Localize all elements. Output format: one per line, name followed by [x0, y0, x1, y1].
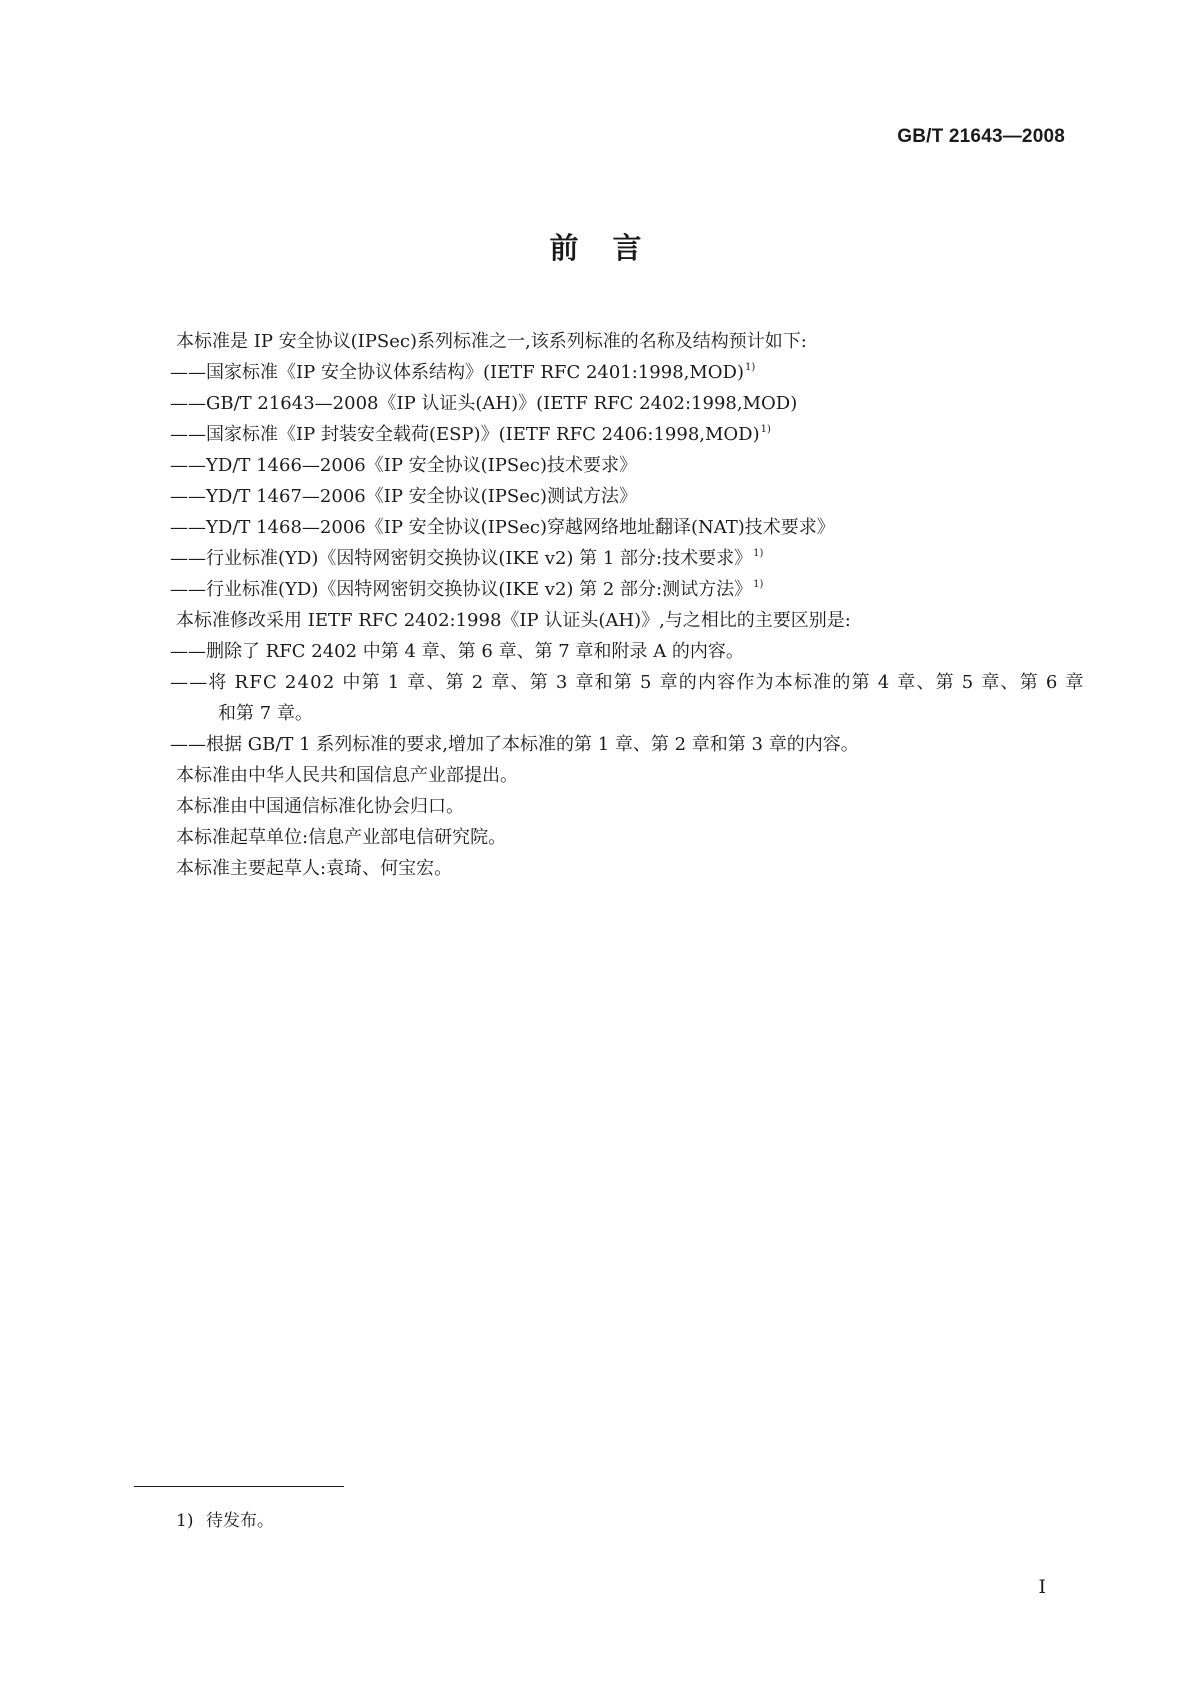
page-title: 前言 [549, 231, 676, 265]
footnote-text: 待发布。 [206, 1511, 274, 1531]
series-item-3 [170, 419, 1066, 450]
footnote-divider [134, 1486, 344, 1487]
modification-intro: 本标准修改采用 IETF RFC 2402:1998《IP 认证头(AH)》,与之相比的主要区别是: [176, 610, 851, 631]
drafters-statement: 本标准主要起草人:袁琦、何宝宏。 [176, 858, 453, 879]
footnote-mark: 1) [176, 1511, 194, 1531]
series-item-2: ——GB/T 21643—2008《IP 认证头(AH)》(IETF RFC 2402:1998,MOD) [170, 393, 798, 414]
footnote-ref: 1) [760, 424, 771, 435]
series-item-6: ——YD/T 1468—2006《IP 安全协议(IPSec)穿越网络地址翻译(NAT)技术要求》 [170, 517, 835, 538]
proposer-statement: 本标准由中华人民共和国信息产业部提出。 [176, 765, 518, 786]
page-number: I [1038, 1576, 1046, 1598]
series-item-5: ——YD/T 1467—2006《IP 安全协议(IPSec)测试方法》 [170, 486, 637, 507]
difference-item-1: ——删除了 RFC 2402 中第 4 章、第 6 章、第 7 章和附录 A 的内容。 [170, 641, 744, 662]
series-item-8 [170, 574, 1066, 605]
series-item-text: ——国家标准《IP 封装安全载荷(ESP)》(IETF RFC 2406:1998,MOD) [170, 424, 760, 445]
difference-item-2-continued: 和第 7 章。 [218, 703, 313, 724]
series-item-1 [170, 357, 1066, 388]
footnote [176, 1506, 274, 1531]
drafting-unit-statement: 本标准起草单位:信息产业部电信研究院。 [176, 827, 507, 848]
footnote-ref: 1) [753, 579, 764, 590]
centralized-statement: 本标准由中国通信标准化协会归口。 [176, 796, 464, 817]
standard-code: GB/T 21643—2008 [897, 126, 1065, 147]
foreword-body [170, 326, 1085, 884]
intro-paragraph: 本标准是 IP 安全协议(IPSec)系列标准之一,该系列标准的名称及结构预计如下: [176, 331, 807, 352]
series-item-text: ——行业标准(YD)《因特网密钥交换协议(IKE v2) 第 2 部分:测试方法》 [170, 579, 753, 600]
difference-item-3: ——根据 GB/T 1 系列标准的要求,增加了本标准的第 1 章、第 2 章和第 3 章的内容。 [170, 734, 859, 755]
series-item-4: ——YD/T 1466—2006《IP 安全协议(IPSec)技术要求》 [170, 455, 637, 476]
series-item-7 [170, 543, 1066, 574]
series-item-text: ——行业标准(YD)《因特网密钥交换协议(IKE v2) 第 1 部分:技术要求》 [170, 548, 753, 569]
footnote-ref: 1) [745, 362, 756, 373]
difference-item-2: ——将 RFC 2402 中第 1 章、第 2 章、第 3 章和第 5 章的内容作为本标准的第 4 章、第 5 章、第 6 章 [170, 672, 1085, 693]
footnote-ref: 1) [753, 548, 764, 559]
series-item-text: ——国家标准《IP 安全协议体系结构》(IETF RFC 2401:1998,MOD) [170, 362, 745, 383]
